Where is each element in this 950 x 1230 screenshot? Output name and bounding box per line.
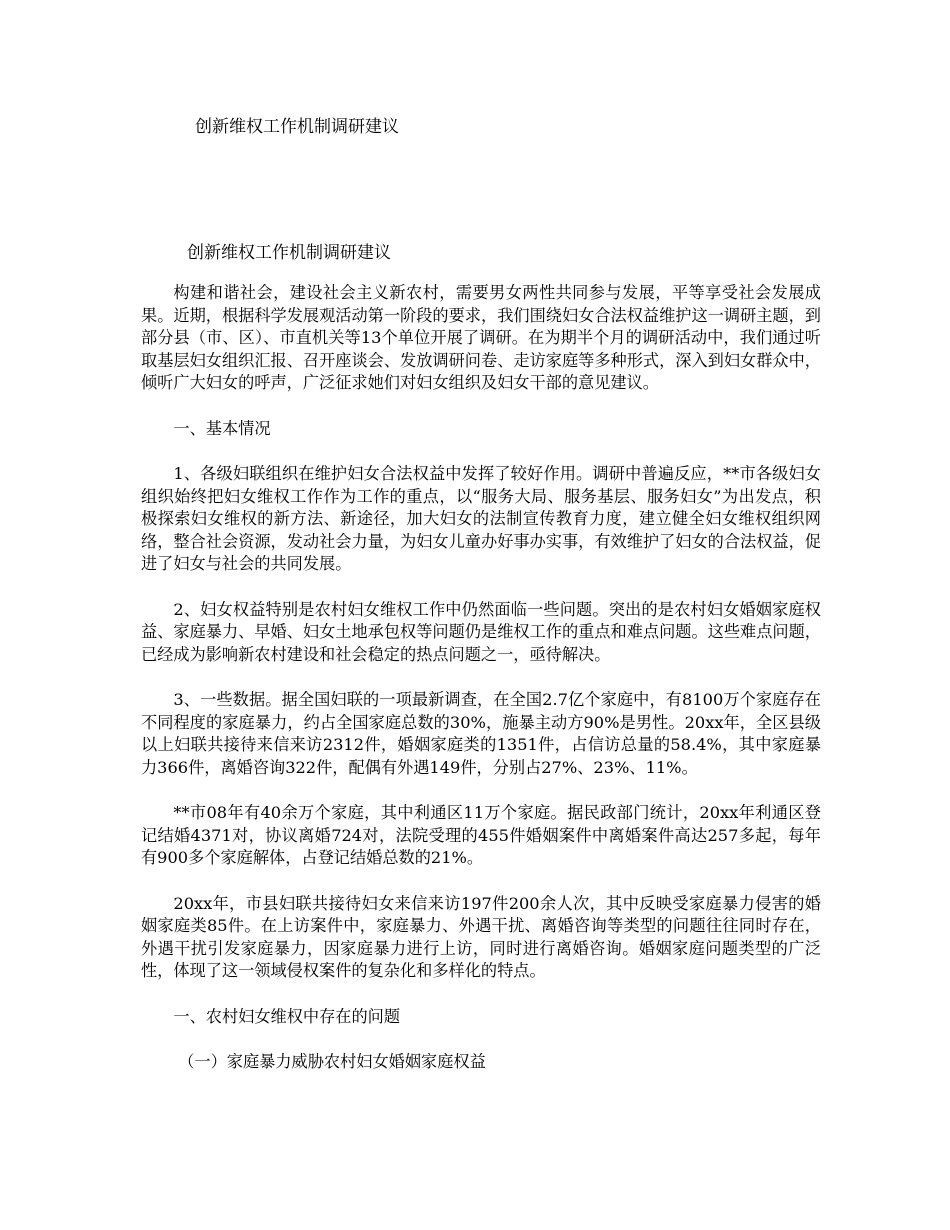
document-subtitle: 创新维权工作机制调研建议 (187, 243, 391, 263)
subsection-heading-domestic-violence: （一）家庭暴力威胁农村妇女婚姻家庭权益 (178, 1052, 486, 1071)
paragraph-4: **市08年有40余万个家庭，其中利通区11万个家庭。据民政部门统计，20xx年利通区登记结婚4371对，协议离婚724对，法院受理的455件婚姻案件中离婚案件高达257多起，每年有900多个家庭解体，占登记结婚总数的21%。 (141, 803, 821, 867)
paragraph-3: 3、一些数据。据全国妇联的一项最新调查，在全国2.7亿个家庭中，有8100万个家庭存在不同程度的家庭暴力，约占全国家庭总数的30%，施暴主动方90%是男性。20xx年，全区县级以上妇联共接待来信来访2312件，婚姻家庭类的1351件，占信访总量的58.4%，其中家庭暴力366件，离婚咨询322件，配偶有外遇149件，分别占27%、23%、11%。 (141, 690, 821, 777)
paragraph-5: 20xx年，市县妇联共接待妇女来信来访197件200余人次，其中反映受家庭暴力侵害的婚姻家庭类85件。在上访案件中，家庭暴力、外遇干扰、离婚咨询等类型的问题往往同时存在，外遇干扰引发家庭暴力，因家庭暴力进行上访，同时进行离婚咨询。婚姻家庭问题类型的广泛性，体现了这一领域侵权案件的复杂化和多样化的特点。 (141, 893, 821, 980)
section-heading-basic-situation: 一、基本情况 (173, 418, 271, 438)
paragraph-1: 1、各级妇联组织在维护妇女合法权益中发挥了较好作用。调研中普遍反应，**市各级妇女组织始终把妇女维权工作作为工作的重点，以“服务大局、服务基层、服务妇女”为出发点，积极探索妇女维权的新方法、新途径，加大妇女的法制宣传教育力度，建立健全妇女维权组织网络，整合社会资源，发动社会力量，为妇女儿童办好事办实事，有效维护了妇女的合法权益，促进了妇女与社会的共同发展。 (141, 464, 821, 573)
section-heading-problems: 一、农村妇女维权中存在的问题 (173, 1006, 401, 1026)
intro-paragraph: 构建和谐社会，建设社会主义新农村，需要男女两性共同参与发展，平等享受社会发展成果。近期，根据科学发展观活动第一阶段的要求，我们围绕妇女合法权益维护这一调研主题，到部分县（市、区）、市直机关等13个单位开展了调研。在为期半个月的调研活动中，我们通过听取基层妇女组织汇报、召开座谈会、发放调研问卷、走访家庭等多种形式，深入到妇女群众中，倾听广大妇女的呼声，广泛征求她们对妇女组织及妇女干部的意见建议。 (141, 283, 821, 392)
paragraph-2: 2、妇女权益特别是农村妇女维权工作中仍然面临一些问题。突出的是农村妇女婚姻家庭权益、家庭暴力、早婚、妇女土地承包权等问题仍是维权工作的重点和难点问题。这些难点问题，已经成为影响新农村建设和社会稳定的热点问题之一，亟待解决。 (141, 599, 821, 664)
document-title: 创新维权工作机制调研建议 (195, 117, 399, 137)
document-body (141, 282, 821, 1097)
